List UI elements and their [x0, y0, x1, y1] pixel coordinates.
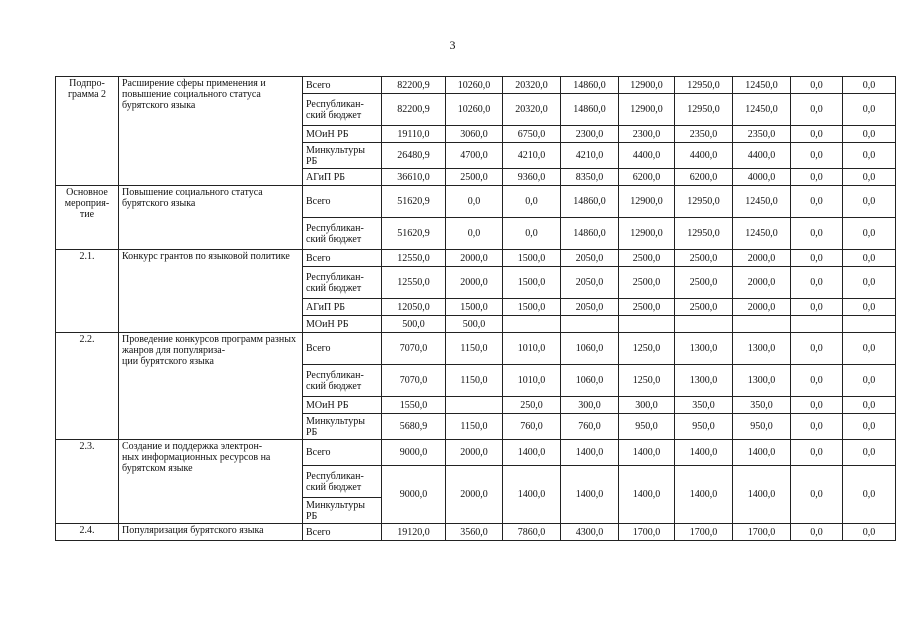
- value-cell: 1300,0: [733, 365, 791, 397]
- value-cell: 2050,0: [561, 267, 619, 299]
- value-cell: 0,0: [503, 218, 561, 250]
- value-cell: 4210,0: [503, 143, 561, 169]
- value-cell: 2000,0: [733, 267, 791, 299]
- item-name-cell: Повышение социального статуса бурятского языка: [119, 186, 303, 250]
- value-cell: [446, 397, 503, 414]
- value-cell: 0,0: [843, 126, 896, 143]
- value-cell: 1400,0: [733, 466, 791, 524]
- value-cell: 0,0: [791, 218, 843, 250]
- value-cell: 0,0: [843, 299, 896, 316]
- value-cell: 2500,0: [675, 299, 733, 316]
- value-cell: 1060,0: [561, 333, 619, 365]
- value-cell: 12450,0: [733, 94, 791, 126]
- value-cell: 0,0: [843, 440, 896, 466]
- value-cell: 3560,0: [446, 524, 503, 541]
- value-cell: 0,0: [791, 250, 843, 267]
- value-cell: 0,0: [791, 466, 843, 524]
- value-cell: 1700,0: [675, 524, 733, 541]
- funding-source-cell: Республикан- ский бюджет: [303, 267, 382, 299]
- value-cell: 0,0: [503, 186, 561, 218]
- value-cell: 2000,0: [733, 299, 791, 316]
- item-number-cell: 2.3.: [56, 440, 119, 524]
- funding-source-cell: Всего: [303, 440, 382, 466]
- table-row: [56, 77, 896, 94]
- value-cell: [843, 316, 896, 333]
- value-cell: 0,0: [843, 466, 896, 524]
- item-name-cell: Расширение сферы применения и повышение социального статуса бурятского языка: [119, 77, 303, 186]
- value-cell: 0,0: [843, 250, 896, 267]
- funding-source-cell: МОиН РБ: [303, 126, 382, 143]
- funding-source-cell: Республикан- ский бюджет: [303, 466, 382, 498]
- table-row: [56, 333, 896, 365]
- value-cell: 1150,0: [446, 333, 503, 365]
- value-cell: 1700,0: [619, 524, 675, 541]
- funding-source-cell: Всего: [303, 333, 382, 365]
- value-cell: 7860,0: [503, 524, 561, 541]
- value-cell: 500,0: [382, 316, 446, 333]
- value-cell: 1550,0: [382, 397, 446, 414]
- value-cell: 82200,9: [382, 77, 446, 94]
- value-cell: 1010,0: [503, 333, 561, 365]
- value-cell: 4400,0: [733, 143, 791, 169]
- value-cell: 0,0: [791, 397, 843, 414]
- value-cell: 14860,0: [561, 94, 619, 126]
- value-cell: 2350,0: [733, 126, 791, 143]
- value-cell: 2000,0: [733, 250, 791, 267]
- value-cell: 1400,0: [619, 466, 675, 524]
- value-cell: [619, 316, 675, 333]
- value-cell: 2500,0: [619, 299, 675, 316]
- value-cell: 0,0: [791, 440, 843, 466]
- value-cell: 51620,9: [382, 218, 446, 250]
- value-cell: 20320,0: [503, 77, 561, 94]
- value-cell: 4300,0: [561, 524, 619, 541]
- value-cell: 1400,0: [503, 440, 561, 466]
- funding-source-cell: АГиП РБ: [303, 169, 382, 186]
- value-cell: 6200,0: [675, 169, 733, 186]
- value-cell: 0,0: [843, 186, 896, 218]
- value-cell: 82200,9: [382, 94, 446, 126]
- value-cell: 0,0: [446, 186, 503, 218]
- value-cell: 4210,0: [561, 143, 619, 169]
- value-cell: 0,0: [843, 77, 896, 94]
- value-cell: 12550,0: [382, 250, 446, 267]
- value-cell: 1400,0: [675, 440, 733, 466]
- value-cell: 14860,0: [561, 186, 619, 218]
- item-number-cell: Подпро- грамма 2: [56, 77, 119, 186]
- value-cell: 350,0: [675, 397, 733, 414]
- value-cell: 12950,0: [675, 77, 733, 94]
- value-cell: 12900,0: [619, 94, 675, 126]
- value-cell: 1500,0: [503, 250, 561, 267]
- value-cell: [791, 316, 843, 333]
- value-cell: 1400,0: [561, 466, 619, 524]
- value-cell: 0,0: [791, 524, 843, 541]
- item-number-cell: 2.2.: [56, 333, 119, 440]
- value-cell: 12900,0: [619, 186, 675, 218]
- value-cell: 9000,0: [382, 440, 446, 466]
- value-cell: 1060,0: [561, 365, 619, 397]
- value-cell: 0,0: [791, 299, 843, 316]
- value-cell: 12900,0: [619, 218, 675, 250]
- value-cell: 0,0: [791, 186, 843, 218]
- value-cell: 12450,0: [733, 218, 791, 250]
- value-cell: 9000,0: [382, 466, 446, 524]
- value-cell: 12450,0: [733, 77, 791, 94]
- value-cell: 1500,0: [503, 267, 561, 299]
- value-cell: 2500,0: [675, 267, 733, 299]
- value-cell: 0,0: [843, 143, 896, 169]
- item-name-cell: Популяризация бурятского языка: [119, 524, 303, 541]
- funding-source-cell: Республикан- ский бюджет: [303, 94, 382, 126]
- value-cell: 20320,0: [503, 94, 561, 126]
- item-number-cell: Основное мероприя- тие: [56, 186, 119, 250]
- value-cell: 14860,0: [561, 77, 619, 94]
- value-cell: 36610,0: [382, 169, 446, 186]
- value-cell: 2500,0: [619, 267, 675, 299]
- value-cell: 12950,0: [675, 186, 733, 218]
- value-cell: 0,0: [791, 333, 843, 365]
- value-cell: 10260,0: [446, 77, 503, 94]
- value-cell: 1250,0: [619, 333, 675, 365]
- value-cell: 12950,0: [675, 94, 733, 126]
- value-cell: 2000,0: [446, 466, 503, 524]
- value-cell: [561, 316, 619, 333]
- value-cell: 12550,0: [382, 267, 446, 299]
- value-cell: 2350,0: [675, 126, 733, 143]
- value-cell: 500,0: [446, 316, 503, 333]
- value-cell: 0,0: [446, 218, 503, 250]
- value-cell: 2300,0: [561, 126, 619, 143]
- funding-source-cell: Всего: [303, 77, 382, 94]
- value-cell: 760,0: [561, 414, 619, 440]
- value-cell: 1010,0: [503, 365, 561, 397]
- value-cell: 6750,0: [503, 126, 561, 143]
- funding-source-cell: Всего: [303, 250, 382, 267]
- value-cell: 950,0: [733, 414, 791, 440]
- value-cell: 1500,0: [446, 299, 503, 316]
- value-cell: 0,0: [791, 169, 843, 186]
- table-row: [56, 440, 896, 466]
- value-cell: 4400,0: [675, 143, 733, 169]
- value-cell: 1300,0: [675, 333, 733, 365]
- value-cell: 1400,0: [675, 466, 733, 524]
- value-cell: 0,0: [843, 218, 896, 250]
- item-number-cell: 2.1.: [56, 250, 119, 333]
- value-cell: 950,0: [619, 414, 675, 440]
- value-cell: 300,0: [619, 397, 675, 414]
- value-cell: 0,0: [843, 397, 896, 414]
- value-cell: [503, 316, 561, 333]
- value-cell: 2500,0: [619, 250, 675, 267]
- value-cell: 12950,0: [675, 218, 733, 250]
- value-cell: 8350,0: [561, 169, 619, 186]
- value-cell: 19110,0: [382, 126, 446, 143]
- funding-source-cell: МОиН РБ: [303, 397, 382, 414]
- value-cell: 12450,0: [733, 186, 791, 218]
- value-cell: 2000,0: [446, 250, 503, 267]
- value-cell: 350,0: [733, 397, 791, 414]
- value-cell: 0,0: [791, 365, 843, 397]
- value-cell: 950,0: [675, 414, 733, 440]
- value-cell: 1400,0: [503, 466, 561, 524]
- value-cell: 9360,0: [503, 169, 561, 186]
- funding-source-cell: Республикан- ский бюджет: [303, 365, 382, 397]
- budget-table: [55, 76, 896, 541]
- value-cell: 2000,0: [446, 267, 503, 299]
- value-cell: [733, 316, 791, 333]
- value-cell: 1700,0: [733, 524, 791, 541]
- value-cell: 760,0: [503, 414, 561, 440]
- value-cell: 2000,0: [446, 440, 503, 466]
- funding-source-cell: АГиП РБ: [303, 299, 382, 316]
- table-row: [56, 524, 896, 541]
- value-cell: 0,0: [791, 94, 843, 126]
- value-cell: 6200,0: [619, 169, 675, 186]
- value-cell: 1300,0: [675, 365, 733, 397]
- value-cell: 2050,0: [561, 250, 619, 267]
- value-cell: 2050,0: [561, 299, 619, 316]
- value-cell: 1150,0: [446, 365, 503, 397]
- value-cell: 4700,0: [446, 143, 503, 169]
- value-cell: 250,0: [503, 397, 561, 414]
- value-cell: 0,0: [791, 126, 843, 143]
- value-cell: 1300,0: [733, 333, 791, 365]
- page-number: 3: [449, 38, 456, 52]
- value-cell: 7070,0: [382, 365, 446, 397]
- value-cell: 5680,9: [382, 414, 446, 440]
- value-cell: 12900,0: [619, 77, 675, 94]
- value-cell: 1500,0: [503, 299, 561, 316]
- value-cell: 0,0: [843, 267, 896, 299]
- value-cell: 10260,0: [446, 94, 503, 126]
- value-cell: 14860,0: [561, 218, 619, 250]
- item-name-cell: Создание и поддержка электрон- ных информационных ресурсов на бурятском языке: [119, 440, 303, 524]
- value-cell: 0,0: [791, 77, 843, 94]
- funding-source-cell: Минкультуры РБ: [303, 498, 382, 524]
- value-cell: 4000,0: [733, 169, 791, 186]
- value-cell: 0,0: [843, 169, 896, 186]
- value-cell: [675, 316, 733, 333]
- value-cell: 0,0: [791, 143, 843, 169]
- value-cell: 0,0: [843, 414, 896, 440]
- funding-source-cell: Республикан- ский бюджет: [303, 218, 382, 250]
- funding-source-cell: МОиН РБ: [303, 316, 382, 333]
- value-cell: 2300,0: [619, 126, 675, 143]
- value-cell: 19120,0: [382, 524, 446, 541]
- value-cell: 3060,0: [446, 126, 503, 143]
- value-cell: 26480,9: [382, 143, 446, 169]
- item-name-cell: Проведение конкурсов программ разных жанров для популяриза- ции бурятского языка: [119, 333, 303, 440]
- table-row: [56, 250, 896, 267]
- value-cell: 4400,0: [619, 143, 675, 169]
- value-cell: 1400,0: [619, 440, 675, 466]
- table-row: [56, 186, 896, 218]
- funding-source-cell: Всего: [303, 186, 382, 218]
- value-cell: 51620,9: [382, 186, 446, 218]
- value-cell: 1250,0: [619, 365, 675, 397]
- value-cell: 1400,0: [561, 440, 619, 466]
- funding-source-cell: Минкультуры РБ: [303, 143, 382, 169]
- value-cell: 2500,0: [446, 169, 503, 186]
- value-cell: 2500,0: [675, 250, 733, 267]
- value-cell: 0,0: [791, 267, 843, 299]
- item-name-cell: Конкурс грантов по языковой политике: [119, 250, 303, 333]
- value-cell: 0,0: [843, 365, 896, 397]
- value-cell: 7070,0: [382, 333, 446, 365]
- value-cell: 0,0: [843, 94, 896, 126]
- value-cell: 300,0: [561, 397, 619, 414]
- funding-source-cell: Всего: [303, 524, 382, 541]
- value-cell: 0,0: [843, 524, 896, 541]
- value-cell: 12050,0: [382, 299, 446, 316]
- value-cell: 0,0: [843, 333, 896, 365]
- value-cell: 0,0: [791, 414, 843, 440]
- value-cell: 1400,0: [733, 440, 791, 466]
- value-cell: 1150,0: [446, 414, 503, 440]
- item-number-cell: 2.4.: [56, 524, 119, 541]
- funding-source-cell: Минкультуры РБ: [303, 414, 382, 440]
